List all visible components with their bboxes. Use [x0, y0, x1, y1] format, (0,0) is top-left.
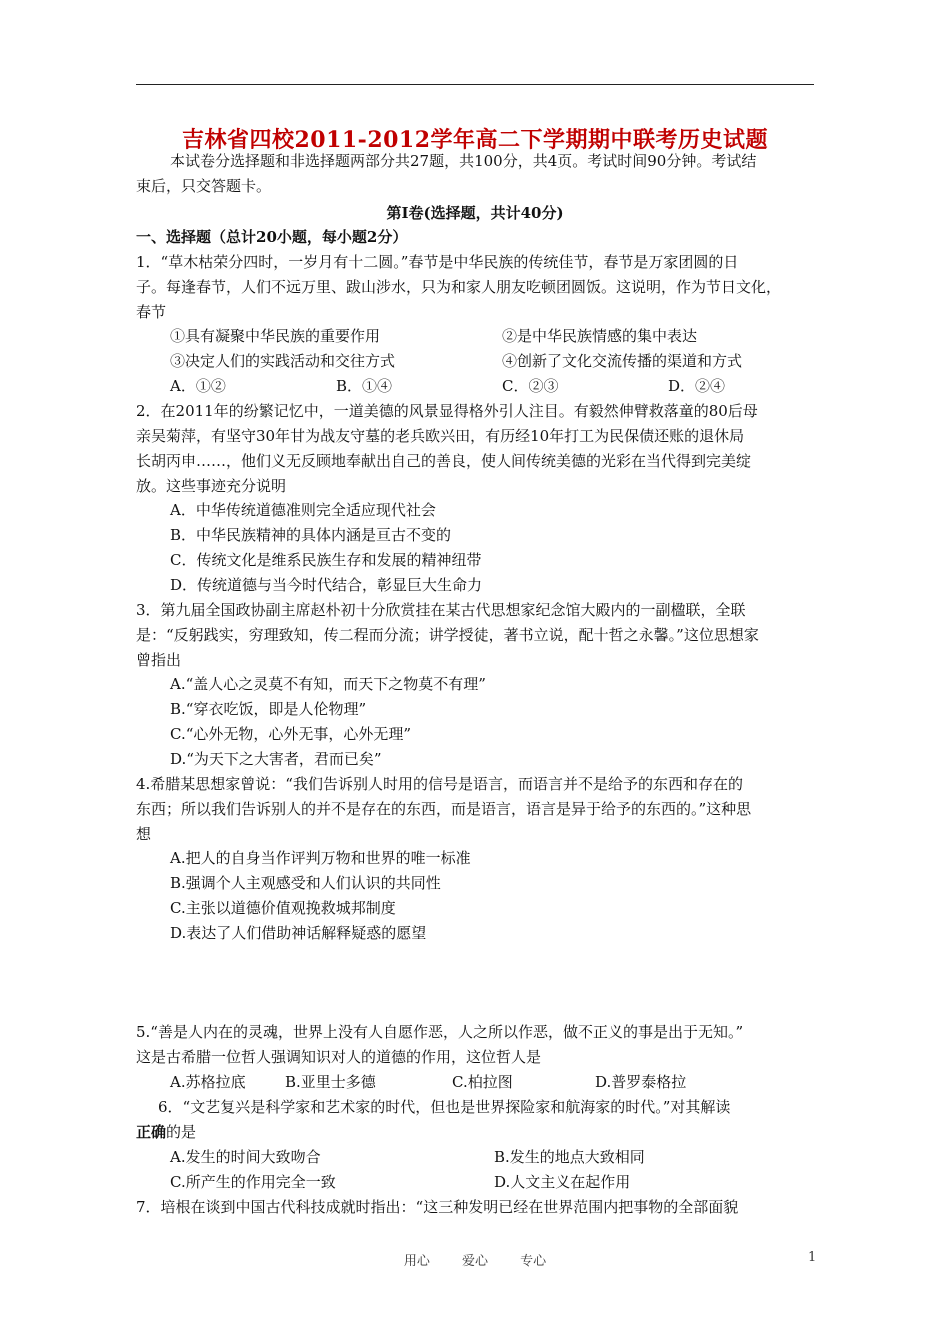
footer-word-3: 专心 — [520, 1254, 547, 1269]
q6-option-d: D.人文主义在起作用 — [494, 1173, 631, 1191]
page-title: 吉林省四校2011-2012学年高二下学期期中联考历史试题 — [181, 127, 769, 153]
q2-stem-3: 长胡丙申……，他们义无反顾地奉献出自己的善良，使人间传统美德的光彩在当代得到完美绽 — [136, 452, 752, 470]
q1-item-1: ①具有凝聚中华民族的重要作用 — [170, 327, 381, 345]
q1-item-2: ②是中华民族情感的集中表达 — [502, 327, 698, 345]
q1-item-3: ③决定人们的实践活动和交往方式 — [170, 352, 396, 370]
q7-stem-1: 7．培根在谈到中国古代科技成就时指出：“这三种发明已经在世界范围内把事物的全部面貌 — [136, 1198, 739, 1216]
q1-option-a: A．①② — [170, 377, 226, 395]
q4-option-a: A.把人的自身当作评判万物和世界的唯一标准 — [170, 849, 471, 867]
intro-line-1: 本试卷分选择题和非选择题两部分共27题，共100分，共4页。考试时间90分钟。考试结 — [170, 152, 757, 170]
q3-option-c: C.“心外无物，心外无事，心外无理” — [170, 725, 412, 743]
q5-stem-2: 这是古希腊一位哲人强调知识对人的道德的作用，这位哲人是 — [136, 1048, 542, 1066]
q6-stem-1: 6．“文艺复兴是科学家和艺术家的时代，但也是世界探险家和航海家的时代。”对其解读 — [158, 1098, 731, 1116]
footer-word-1: 用心 — [403, 1254, 430, 1269]
q2-stem-1: 2．在2011年的纷繁记忆中，一道美德的风景显得格外引人注目。有毅然伸臂救落童的80后母 — [136, 402, 758, 420]
q2-option-d: D．传统道德与当今时代结合，彰显巨大生命力 — [170, 576, 483, 594]
q6-stem-emphasis: 正确 — [136, 1123, 167, 1141]
q2-stem-2: 亲吴菊萍，有坚守30年甘为战友守墓的老兵欧兴田，有历经10年打工为民保债还账的退休局 — [136, 427, 745, 445]
section-title: 第Ⅰ卷(选择题，共计40分) — [386, 204, 564, 222]
q4-stem-1: 4.希腊某思想家曾说：“我们告诉别人时用的信号是语言，而语言并不是给予的东西和存在的 — [136, 775, 743, 793]
q2-option-b: B．中华民族精神的具体内涵是亘古不变的 — [170, 526, 452, 544]
q4-stem-2: 东西；所以我们告诉别人的并不是存在的东西，而是语言，语言是异于给予的东西的。”这种思 — [136, 800, 752, 818]
q2-option-c: C．传统文化是维系民族生存和发展的精神纽带 — [170, 551, 482, 569]
q5-stem-1: 5.“善是人内在的灵魂，世界上没有人自愿作恶，人之所以作恶，做不正义的事是出于无知。” — [136, 1023, 744, 1041]
q4-option-c: C.主张以道德价值观挽救城邦制度 — [170, 899, 396, 917]
q4-option-b: B.强调个人主观感受和人们认识的共同性 — [170, 874, 441, 892]
q6-option-a: A.发生的时间大致吻合 — [170, 1148, 321, 1166]
q5-option-b: B.亚里士多德 — [285, 1073, 376, 1091]
intro-line-2: 束后，只交答题卡。 — [136, 177, 272, 195]
q1-option-b: B．①④ — [336, 377, 393, 395]
q1-option-c: C．②③ — [502, 377, 559, 395]
q4-stem-3: 想 — [136, 825, 152, 843]
q2-option-a: A．中华传统道德准则完全适应现代社会 — [170, 501, 436, 519]
q3-option-b: B.“穿衣吃饭，即是人伦物理” — [170, 700, 367, 718]
q5-option-c: C.柏拉图 — [452, 1073, 513, 1091]
q6-stem-2 — [136, 1122, 196, 1142]
q3-stem-1: 3．第九届全国政协副主席赵朴初十分欣赏挂在某古代思想家纪念馆大殿内的一副楹联，全联 — [136, 601, 746, 619]
page-number: 1 — [808, 1250, 817, 1265]
q6-option-c: C.所产生的作用完全一致 — [170, 1173, 336, 1191]
q2-stem-4: 放。这些事迹充分说明 — [136, 477, 287, 495]
footer-word-2: 爱心 — [461, 1254, 488, 1269]
q6-option-b: B.发生的地点大致相同 — [494, 1148, 645, 1166]
q1-stem-2: 子。每逢春节，人们不远万里、跋山涉水，只为和家人朋友吃顿团圆饭。这说明，作为节日文化， — [136, 278, 782, 296]
header-rule — [136, 84, 814, 85]
q5-option-a: A.苏格拉底 — [170, 1073, 246, 1091]
q4-option-d: D.表达了人们借助神话解释疑惑的愿望 — [170, 924, 427, 942]
q3-option-d: D.“为天下之大害者，君而已矣” — [170, 750, 382, 768]
q1-item-4: ④创新了文化交流传播的渠道和方式 — [502, 352, 743, 370]
q3-stem-2: 是：“反躬践实，穷理致知，传二程而分流；讲学授徒，著书立说，配十哲之永馨。”这位思想家 — [136, 626, 759, 644]
q3-stem-3: 曾指出 — [136, 651, 182, 669]
part-title: 一、选择题（总计20小题，每小题2分） — [136, 228, 408, 246]
q6-stem-rest: 的是 — [166, 1123, 197, 1141]
q5-option-d: D.普罗泰格拉 — [595, 1073, 687, 1091]
q1-stem-3: 春节 — [136, 303, 167, 321]
q1-stem-1: 1．“草木枯荣分四时，一岁月有十二圆。”春节是中华民族的传统佳节，春节是万家团圆的日 — [136, 253, 739, 271]
q1-option-d: D．②④ — [668, 377, 726, 395]
q3-option-a: A.“盖人心之灵莫不有知，而天下之物莫不有理” — [170, 675, 486, 693]
